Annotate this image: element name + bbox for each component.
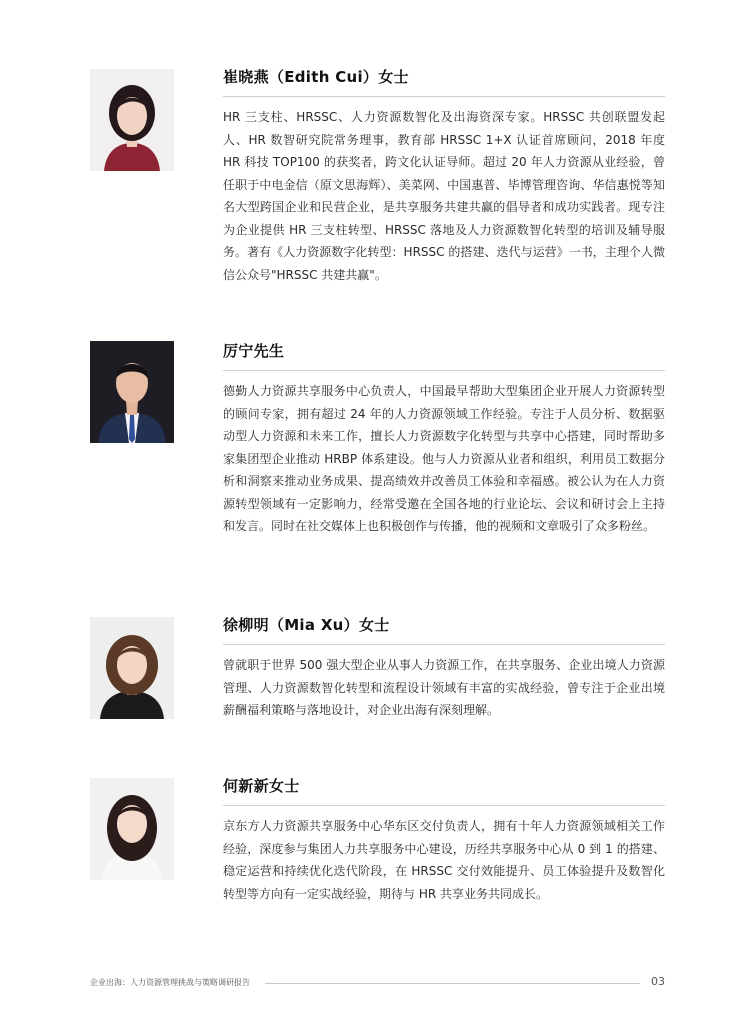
portrait-woman-icon (90, 617, 174, 719)
footer-divider (265, 983, 640, 984)
profile-name: 崔晓燕（Edith Cui）女士 (223, 68, 409, 86)
page-number: 03 (651, 975, 665, 988)
portrait-woman-icon (90, 778, 174, 880)
portrait-man-icon (90, 341, 174, 443)
portrait-woman-icon (90, 69, 174, 171)
profile-photo (90, 778, 174, 880)
profile-bio: 曾就职于世界 500 强大型企业从事人力资源工作，在共享服务、企业出境人力资源管理、人力资源数智化转型和流程设计领域有丰富的实战经验，曾专注于企业出境薪酬福利策略与落地设计，对企业出海有深刻理解。 (223, 658, 665, 717)
profile-name: 何新新女士 (223, 777, 300, 795)
profile-bio: HR 三支柱、HRSSC、人力资源数智化及出海资深专家。HRSSC 共创联盟发起人、HR 数智研究院常务理事，教育部 HRSSC 1+X 认证首席顾问，2018 年度 HR 科技 TOP100 的获奖者，跨文化认证导师。超过 20 年人力资源从业经验，曾任职于中电金信（原文思海辉）、美菜网、中国惠普、毕博管理咨询、华信惠悦等知名大型跨国企业和民营企业，是共享服务共建共赢的倡导者和成功实践者。现专注为企业提供 HR 三支柱转型、HRSSC 落地及人力资源数智化转型的培训及辅导服务。著有《人力资源数字化转型：HRSSC 的搭建、迭代与运营》一书，主理个人微信公众号"HRSSC 共建共赢"。 (223, 110, 665, 282)
profile-bio: 京东方人力资源共享服务中心华东区交付负责人，拥有十年人力资源领域相关工作经验，深度参与集团人力共享服务中心建设，历经共享服务中心从 0 到 1 的搭建、稳定运营和持续优化迭代阶段，在 HRSSC 交付效能提升、员工体验提升及数智化转型等方向有一定实战经验，期待与 HR 共享业务共同成长。 (223, 819, 665, 901)
profile-bio: 德勤人力资源共享服务中心负责人，中国最早帮助大型集团企业开展人力资源转型的顾问专家，拥有超过 24 年的人力资源领域工作经验。专注于人员分析、数据驱动型人力资源和未来工作，擅长人力资源数字化转型与共享中心搭建，同时帮助多家集团型企业推动 HRBP 体系建设。他与人力资源从业者和组织，利用员工数据分析和洞察来推动业务成果、提高绩效并改善员工体验和幸福感。被公认为在人力资源转型领域有一定影响力，经常受邀在全国各地的行业论坛、会议和研讨会上主持和发言。同时在社交媒体上也积极创作与传播，他的视频和文章吸引了众多粉丝。 (223, 384, 665, 533)
profile-name: 徐柳明（Mia Xu）女士 (223, 616, 390, 634)
divider (223, 96, 665, 97)
profile-photo (90, 341, 174, 443)
page-footer (90, 976, 665, 990)
divider (223, 805, 665, 806)
profile-photo (90, 69, 174, 171)
divider (223, 644, 665, 645)
footer-report-title: 企业出海：人力资源管理挑战与策略调研报告 (90, 978, 250, 987)
divider (223, 370, 665, 371)
profile-photo (90, 617, 174, 719)
profile-name: 厉宁先生 (223, 342, 285, 360)
